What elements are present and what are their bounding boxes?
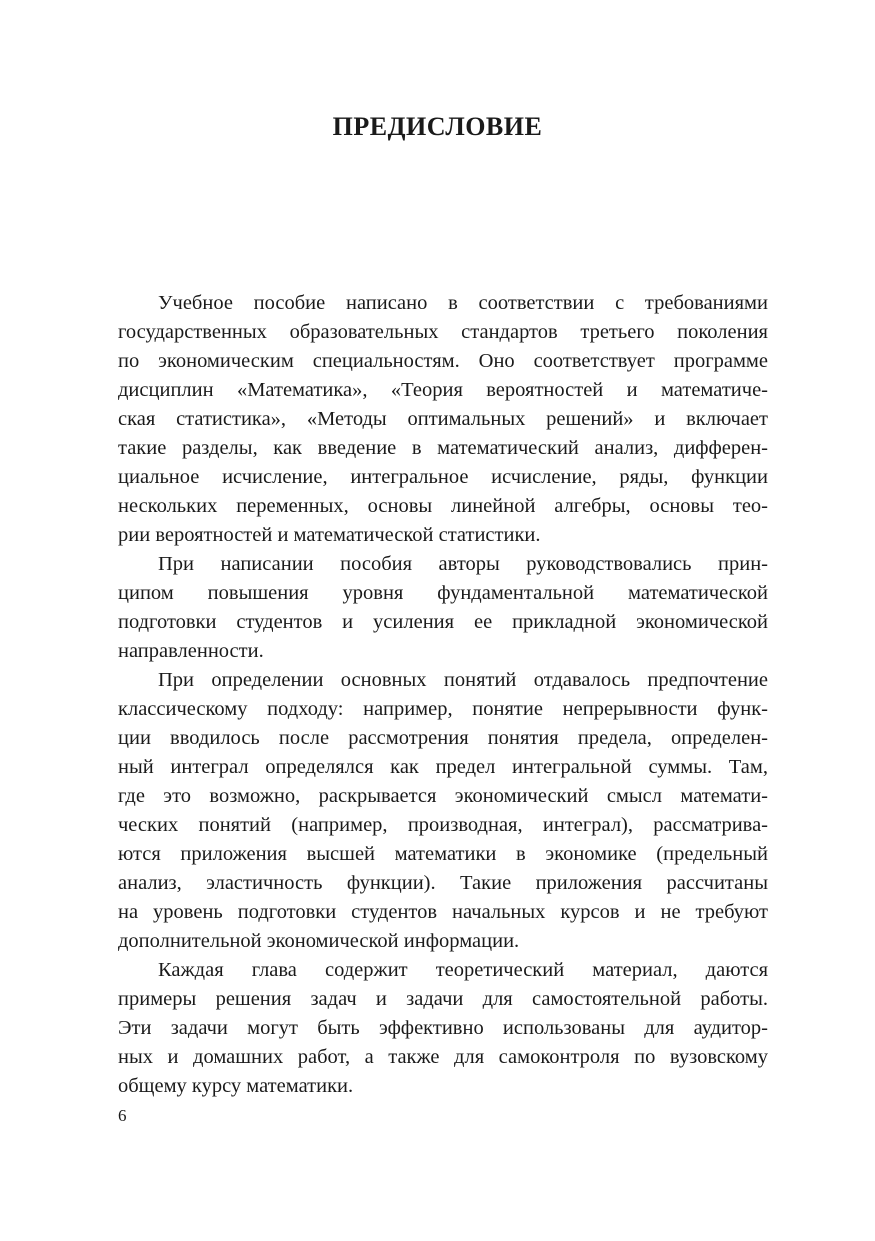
text-line: где это возможно, раскрывается экономический смысл математи- bbox=[118, 785, 768, 807]
text-line: При написании пособия авторы руководствовались прин- bbox=[158, 553, 768, 575]
text-line: При определении основных понятий отдавалось предпочтение bbox=[158, 669, 768, 691]
text-line: подготовки студентов и усиления ее прикладной экономической bbox=[118, 611, 768, 633]
text-line: Каждая глава содержит теоретический материал, даются bbox=[158, 959, 768, 981]
paragraph bbox=[118, 289, 768, 550]
text-line: анализ, эластичность функции). Такие приложения рассчитаны bbox=[118, 872, 768, 894]
paragraph bbox=[118, 550, 768, 666]
text-line: ции вводилось после рассмотрения понятия предела, определен- bbox=[118, 727, 768, 749]
text-line: ный интеграл определялся как предел интегральной суммы. Там, bbox=[118, 756, 768, 778]
text-line: по экономическим специальностям. Оно соответствует программе bbox=[118, 350, 768, 372]
text-line: ческих понятий (например, производная, интеграл), рассматрива- bbox=[118, 814, 768, 836]
text-line: примеры решения задач и задачи для самостоятельной работы. bbox=[118, 988, 768, 1010]
text-line: ются приложения высшей математики в экономике (предельный bbox=[118, 843, 768, 865]
text-line: государственных образовательных стандартов третьего поколения bbox=[118, 321, 768, 343]
text-line: дополнительной экономической информации. bbox=[118, 930, 520, 952]
paragraph bbox=[118, 956, 768, 1101]
text-line: направленности. bbox=[118, 640, 264, 662]
page-number: 6 bbox=[118, 1106, 127, 1125]
text-line: Эти задачи могут быть эффективно использованы для аудитор- bbox=[118, 1017, 768, 1039]
text-line: на уровень подготовки студентов начальных курсов и не требуют bbox=[118, 901, 768, 923]
text-line: Учебное пособие написано в соответствии с требованиями bbox=[158, 292, 768, 314]
text-line: классическому подходу: например, понятие непрерывности функ- bbox=[118, 698, 768, 720]
page-title: ПРЕДИСЛОВИЕ bbox=[332, 112, 543, 141]
paragraph bbox=[118, 666, 768, 956]
text-line: рии вероятностей и математической статистики. bbox=[118, 524, 541, 546]
text-line: дисциплин «Математика», «Теория вероятностей и математиче- bbox=[118, 379, 768, 401]
text-line: ская статистика», «Методы оптимальных решений» и включает bbox=[118, 408, 768, 430]
text-line: нескольких переменных, основы линейной алгебры, основы тео- bbox=[118, 495, 768, 517]
text-line: общему курсу математики. bbox=[118, 1075, 354, 1097]
text-line: ных и домашних работ, а также для самоконтроля по вузовскому bbox=[118, 1046, 768, 1068]
body-text bbox=[118, 289, 768, 1101]
text-line: циальное исчисление, интегральное исчисление, ряды, функции bbox=[118, 466, 768, 488]
text-line: такие разделы, как введение в математический анализ, дифферен- bbox=[118, 437, 768, 459]
text-line: ципом повышения уровня фундаментальной математической bbox=[118, 582, 768, 604]
